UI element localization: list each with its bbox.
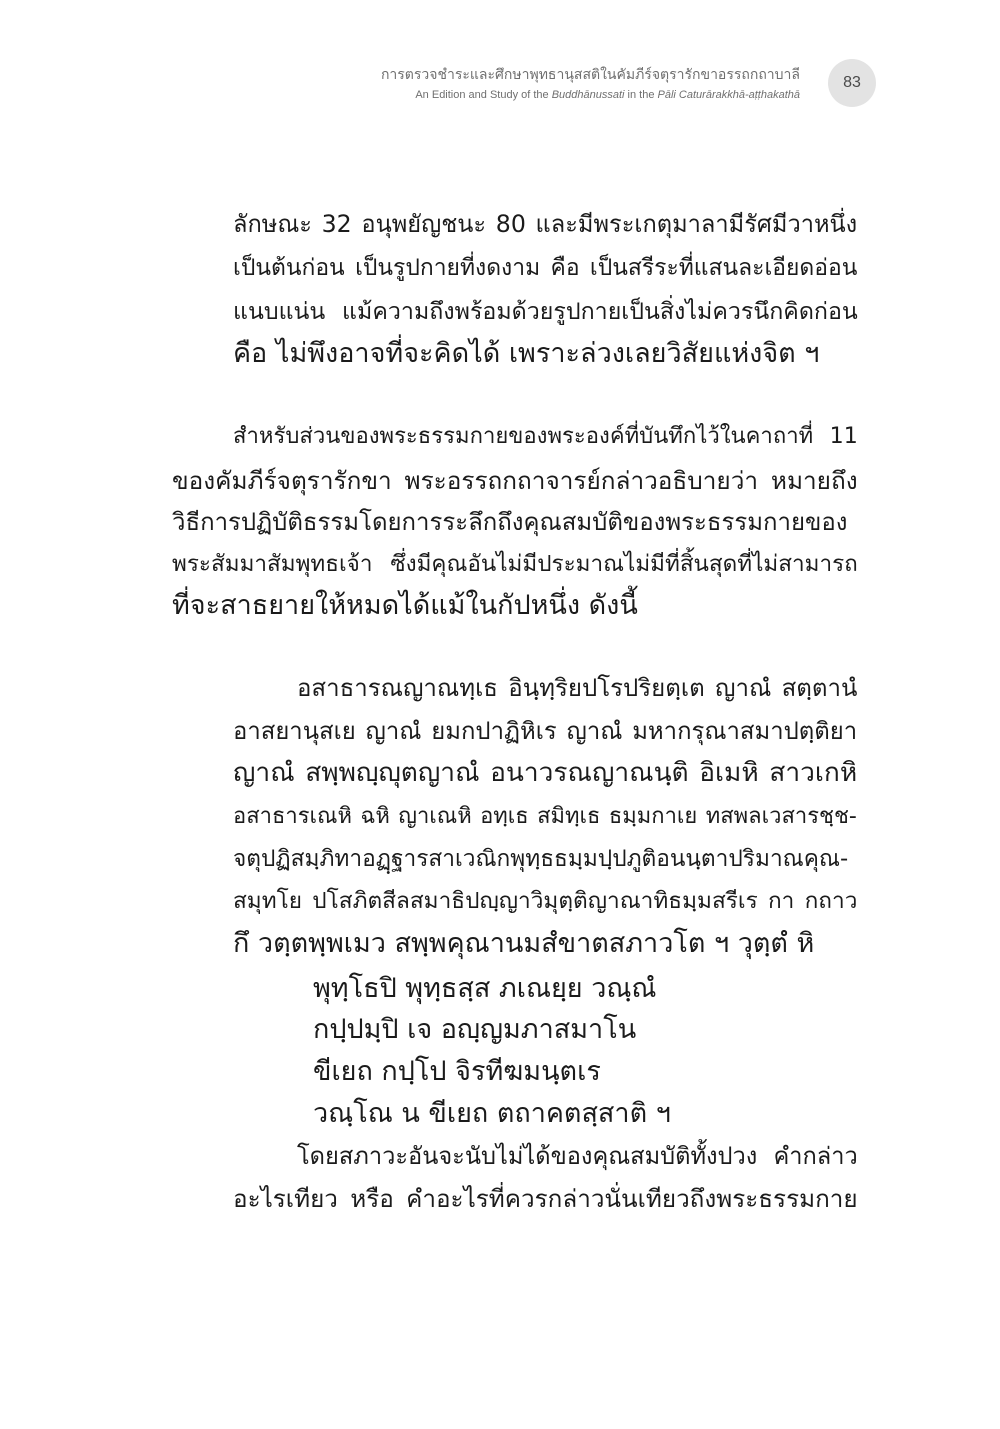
verse-line xyxy=(313,1050,858,1093)
line-text: พุทฺโธปิ พุทฺธสฺส ภเณยฺย วณฺณํ xyxy=(313,973,657,1004)
text-line xyxy=(297,667,858,710)
text-line xyxy=(233,710,858,753)
running-title-text: in the xyxy=(624,89,658,101)
running-title-term: Buddhānussati xyxy=(551,89,625,101)
text-line xyxy=(233,1177,858,1220)
text-line xyxy=(172,459,858,502)
line-text: ญาณํ สพฺพญฺญุตญาณํ อนาวรณญาณนฺติ อิเมหิ สาวเกหิ xyxy=(233,758,858,788)
line-text: อะไรเทียว หรือ คำอะไรที่ควรกล่าวนั่นเทียวถึงพระธรรมกาย xyxy=(233,1184,858,1213)
line-text: โดยสภาวะอันจะนับไม่ได้ของคุณสมบัติทั้งปวง คำกล่าว xyxy=(297,1142,858,1170)
text-line xyxy=(233,290,858,333)
running-title-thai: การตรวจชำระและศึกษาพุทธานุสสติในคัมภีร์จตุรารักขาอรรถกถาบาลี xyxy=(380,67,800,83)
line-text: ลักษณะ 32 อนุพยัญชนะ 80 และมีพระเกตุมาลามีรัศมีวาหนึ่ง xyxy=(233,210,858,238)
text-line xyxy=(233,247,858,290)
text-line xyxy=(172,584,858,627)
line-text: จตุปฏิสมฺภิทาอฏฺฐารสาเวณิกพุทฺธธมฺมปฺปภูติอนนฺตาปริมาณคุณ- xyxy=(233,846,849,872)
line-text: กปฺปมฺปิ เจ อญฺญมภาสมาโน xyxy=(313,1014,637,1045)
line-text: กึ วตฺตพฺพเมว สพฺพคุณานมสํขาตสภาวโต ฯ วุตฺตํ หิ xyxy=(233,928,815,959)
running-title-text: An Edition and Study of the xyxy=(415,89,552,101)
text-line xyxy=(233,922,858,965)
running-header xyxy=(381,66,800,103)
line-text: อสาธารเณหิ ฉหิ ญาเณหิ อทฺเธ สมิทฺเธ ธมฺมกาเย ทสพลเวสารชฺช- xyxy=(233,804,857,829)
page-number-badge xyxy=(828,59,876,107)
line-text: อสาธารณญาณทฺเธ อินฺทฺริยปโรปริยตฺเต ญาณํ สตฺตานํ xyxy=(297,674,858,702)
text-line xyxy=(233,332,858,375)
line-text: แนบแน่น แม้ความถึงพร้อมด้วยรูปกายเป็นสิ่งไม่ควรนึกคิดก่อน xyxy=(233,298,858,325)
line-text: คือ ไม่พึงอาจที่จะคิดได้ เพราะล่วงเลยวิสัยแห่งจิต ฯ xyxy=(233,338,820,369)
text-line xyxy=(233,415,858,458)
line-text: สำหรับส่วนของพระธรรมกายของพระองค์ที่บันทึกไว้ในคาถาที่ 11 xyxy=(233,423,858,449)
line-text: พระสัมมาสัมพุทธเจ้า ซึ่งมีคุณอันไม่มีประมาณไม่มีที่สิ้นสุดที่ไม่สามารถ xyxy=(172,551,858,577)
line-text: เป็นต้นก่อน เป็นรูปกายที่งดงาม คือ เป็นสรีระที่แสนละเอียดอ่อน xyxy=(233,255,858,281)
text-line xyxy=(233,880,858,923)
text-line xyxy=(233,795,858,838)
line-text: อาสยานุสเย ญาณํ ยมกปาฏิหิเร ญาณํ มหากรุณาสมาปตฺติยา xyxy=(233,717,858,745)
text-line xyxy=(233,752,858,795)
line-text: วิธีการปฏิบัติธรรมโดยการระลึกถึงคุณสมบัติของพระธรรมกายของ xyxy=(172,508,848,536)
verse-line xyxy=(313,1008,858,1051)
text-line xyxy=(233,203,858,246)
line-text: ที่จะสาธยายให้หมดได้แม้ในกัปหนึ่ง ดังนี้ xyxy=(172,590,638,621)
verse-line xyxy=(313,1092,858,1135)
running-title-source: Pāli Caturārakkhā-aṭṭhakathā xyxy=(657,89,800,101)
line-text: ของคัมภีร์จตุรารักขา พระอรรถกถาจารย์กล่าวอธิบายว่า หมายถึง xyxy=(172,466,858,495)
line-text: วณฺโณ น ขีเยถ ตถาคตสฺสาติ ฯ xyxy=(313,1098,671,1129)
verse-line xyxy=(313,967,858,1010)
text-line xyxy=(297,1135,858,1178)
text-line xyxy=(233,838,858,881)
line-text: สมุทโย ปโสภิตสีลสมาธิปญฺญาวิมุตฺติญาณาทิธมฺมสรีเร กา กถาว xyxy=(233,888,858,914)
line-text: ขีเยถ กปฺโป จิรทีฆมนฺตเร xyxy=(313,1056,601,1087)
text-line xyxy=(172,543,858,586)
page-number: 83 xyxy=(843,74,861,91)
text-line xyxy=(172,501,858,544)
running-title-english xyxy=(381,87,800,103)
